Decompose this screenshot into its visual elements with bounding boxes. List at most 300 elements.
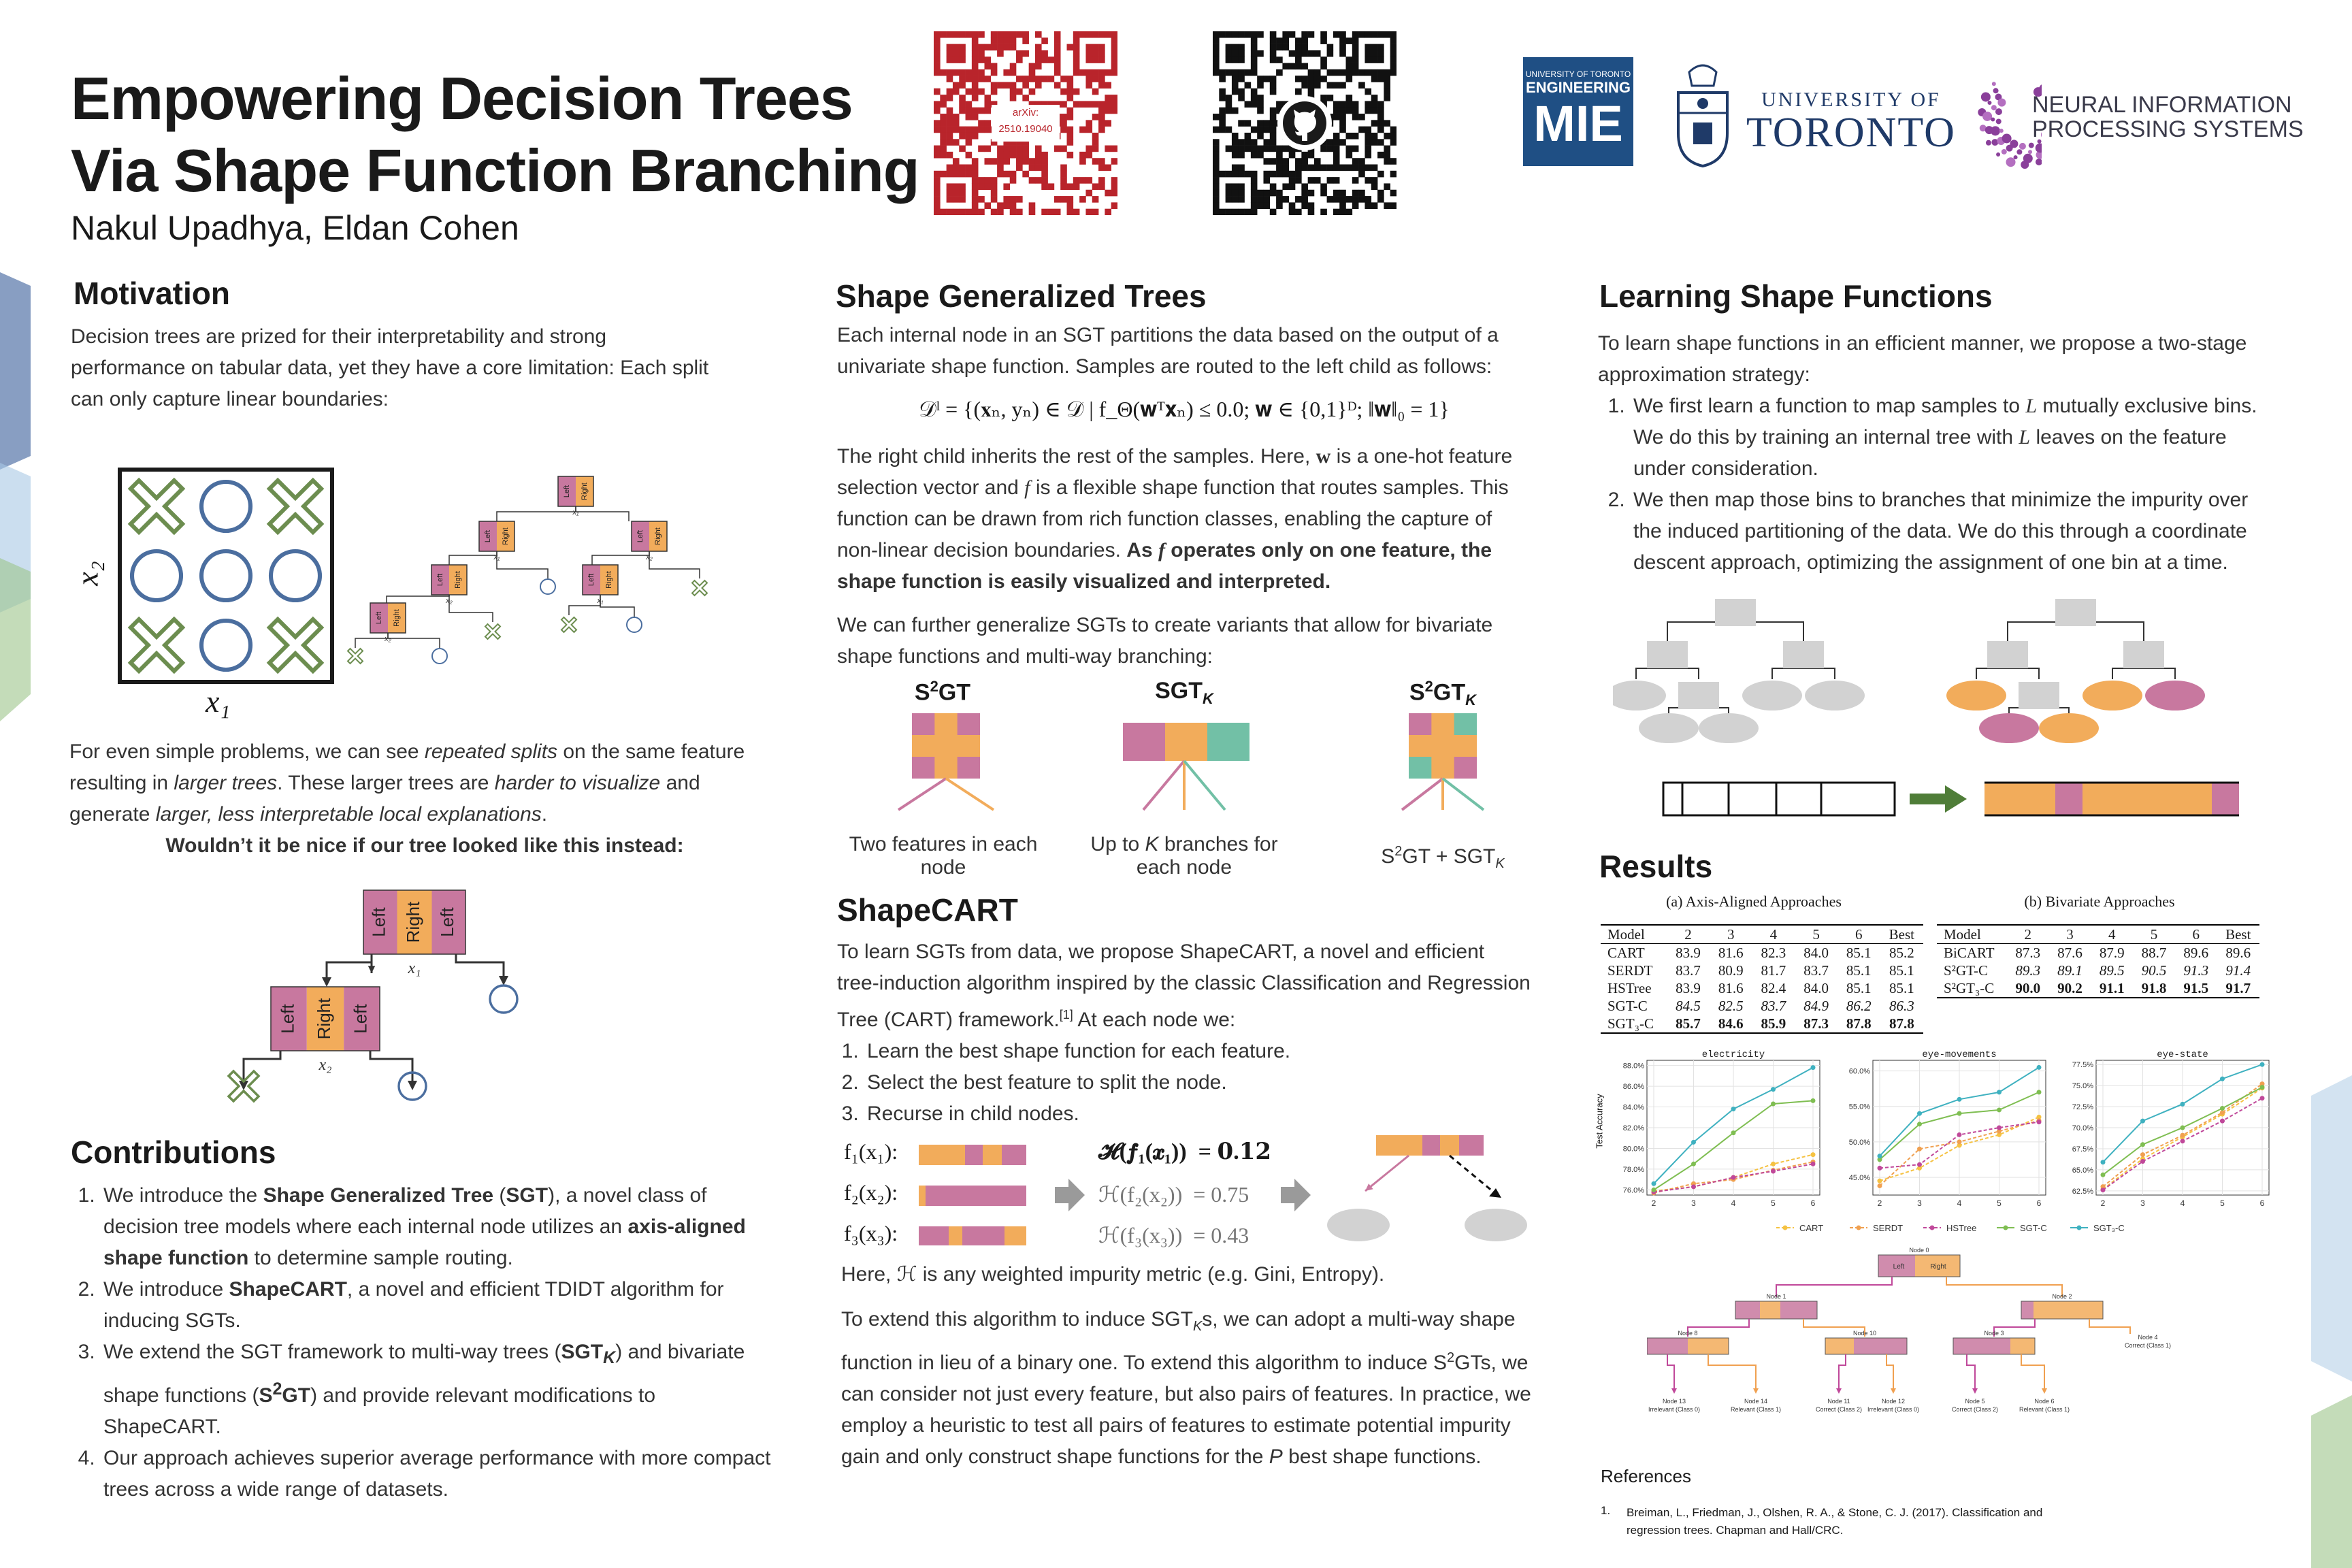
- qr-module: [1010, 146, 1017, 152]
- table-cell: 84.6: [1710, 1015, 1752, 1033]
- qr-module: [1016, 196, 1023, 203]
- qr-module: [1346, 95, 1353, 101]
- chart-xtick-label: 4: [2180, 1198, 2185, 1208]
- qr-module: [940, 114, 947, 120]
- internal-tree: [1613, 599, 1865, 743]
- sgt-p2-c: is a flexible shape function that routes samples. This function can be drawn from rich function classes, enabling the capture of non-linear decision boundaries.: [837, 476, 1509, 561]
- c3-h: ) and provide relevant modifications to ShapeCART.: [103, 1384, 656, 1438]
- tree-leaf: [1699, 713, 1759, 743]
- qr-module: [1320, 183, 1327, 190]
- qr-module: [1092, 88, 1099, 95]
- shape-fn-segment: [965, 1145, 983, 1165]
- qr-module: [1003, 183, 1010, 190]
- qr-module: [1346, 209, 1353, 215]
- large-tree-figure: [340, 470, 721, 674]
- qr-module: [1365, 108, 1371, 114]
- qr-module: [972, 158, 979, 165]
- shape-fn-2-bar: [919, 1186, 1026, 1206]
- qr-module: [1327, 165, 1334, 172]
- neurips-dot: [2016, 149, 2022, 154]
- qr-module: [1111, 146, 1117, 152]
- qr-module: [1060, 196, 1067, 203]
- shape-fn-segment: [949, 1226, 962, 1245]
- qr-module: [1238, 183, 1245, 190]
- qr-module: [1213, 158, 1220, 165]
- tree-edge: [649, 551, 700, 578]
- sc-p2-2: 2: [1447, 1350, 1455, 1365]
- chart-xtick-label: 2: [1651, 1198, 1656, 1208]
- qr-module: [1371, 56, 1378, 63]
- qr-module: [1219, 88, 1226, 95]
- qr-module: [1098, 114, 1105, 120]
- qr-module: [1111, 108, 1117, 114]
- qr-module: [1079, 196, 1086, 203]
- qr-module: [1213, 177, 1220, 184]
- qr-module: [940, 133, 947, 140]
- neurips-dot: [1991, 117, 1995, 121]
- variant-branch: [1443, 779, 1484, 810]
- qr-module: [1358, 190, 1365, 197]
- sgt-p2-a: The right child inherits the rest of the samples. Here,: [837, 445, 1316, 468]
- qr-module: [1098, 165, 1105, 172]
- qr-module: [1320, 76, 1327, 82]
- grid-axis-y: x₂: [69, 561, 105, 586]
- tree-circle-icon: [432, 649, 447, 664]
- qr-module: [1105, 146, 1111, 152]
- tree-feature-label: x₁: [572, 508, 579, 517]
- table-header-cell: Model: [1937, 925, 2007, 944]
- c3-c: K: [603, 1348, 616, 1367]
- qr-module: [1257, 127, 1264, 133]
- qr-module: [1010, 88, 1017, 95]
- ex-edge: [1946, 1277, 2062, 1297]
- node-label: Right: [604, 571, 613, 589]
- qr-module: [978, 209, 985, 215]
- qr-module: [966, 101, 973, 108]
- sgt-p2-d: As: [1126, 539, 1158, 561]
- table-cell: 89.3: [2015, 962, 2041, 979]
- qr-module: [1270, 108, 1277, 114]
- qr-module: [1035, 152, 1042, 159]
- qr-module: [1295, 56, 1302, 63]
- qr-module: [1339, 44, 1346, 51]
- chart-ytick-label: 65.0%: [2072, 1166, 2093, 1175]
- qr-module: [1098, 101, 1105, 108]
- qr-module: [1384, 152, 1390, 159]
- series-point: [1771, 1101, 1776, 1106]
- qr-module: [1390, 202, 1396, 209]
- series-point: [2140, 1152, 2145, 1157]
- qr-module: [1270, 44, 1277, 51]
- uoft-line-2: TORONTO: [1746, 110, 1956, 156]
- tree-edge: [600, 595, 634, 617]
- compact-edge-left: [327, 954, 372, 979]
- chart-ytick-label: 50.0%: [1848, 1138, 1870, 1147]
- github-qr-code[interactable]: [1213, 31, 1396, 215]
- legend-marker: [1930, 1226, 1935, 1230]
- node-label: Right: [402, 901, 423, 943]
- table-header-cell: 5: [1795, 925, 1838, 944]
- qr-module: [934, 209, 941, 215]
- table-header-cell: 6: [2175, 925, 2217, 944]
- qr-module: [1327, 177, 1334, 184]
- compact-edge-right-head: [499, 976, 508, 985]
- series-point: [2037, 1120, 2042, 1124]
- series-point: [1811, 1098, 1816, 1103]
- tree-edge: [569, 595, 600, 615]
- tree-leaf: [2039, 713, 2099, 743]
- qr-module: [1390, 69, 1396, 76]
- qr-module: [1098, 127, 1105, 133]
- qr-module: [1245, 31, 1252, 38]
- qr-module: [1226, 50, 1232, 57]
- qr-module: [1029, 177, 1036, 184]
- bin-segment: [2082, 783, 2212, 815]
- qr-module: [1295, 165, 1302, 172]
- variant-s2gt-title: [878, 678, 1007, 706]
- qr-module: [1282, 196, 1289, 203]
- qr-module: [1377, 114, 1384, 120]
- qr-module: [1073, 56, 1080, 63]
- qr-module: [1352, 37, 1359, 44]
- sc-p1-ref[interactable]: [1]: [1059, 1008, 1073, 1022]
- qr-module: [1371, 183, 1378, 190]
- neurips-dot: [1991, 126, 2000, 135]
- qr-module: [947, 56, 953, 63]
- qr-module: [1263, 196, 1270, 203]
- qr-module: [1365, 139, 1371, 146]
- qr-module: [1016, 209, 1023, 215]
- qr-module: [1060, 101, 1067, 108]
- qr-module: [1390, 171, 1396, 178]
- sc-p2-k: K: [1192, 1319, 1203, 1334]
- chart-title: eye-state: [2157, 1049, 2208, 1060]
- bin-segment: [2212, 783, 2239, 815]
- qr-module: [947, 95, 953, 101]
- table-cell: 85.1: [1889, 962, 1914, 979]
- node-label: Left: [437, 907, 458, 937]
- qr-module: [1251, 146, 1258, 152]
- table-cell: 85.1: [1846, 962, 1872, 979]
- table-b-caption: (b) Bivariate Approaches: [2024, 893, 2175, 910]
- qr-module: [1213, 209, 1220, 215]
- qr-module: [1371, 165, 1378, 172]
- ex-node-segment: [2021, 1301, 2034, 1319]
- qr-module: [978, 50, 985, 57]
- qr-module: [940, 31, 947, 38]
- qr-module: [1371, 44, 1378, 51]
- qr-module: [1339, 50, 1346, 57]
- qr-module: [959, 56, 966, 63]
- qr-module: [1327, 69, 1334, 76]
- qr-module: [1092, 183, 1099, 190]
- qr-module: [947, 152, 953, 159]
- qr-module: [1098, 183, 1105, 190]
- qr-module: [966, 114, 973, 120]
- variant-cell: [958, 757, 980, 779]
- qr-module: [1067, 127, 1074, 133]
- qr-module: [1060, 120, 1067, 127]
- qr-module: [1339, 202, 1346, 209]
- qr-module: [1219, 69, 1226, 76]
- series-point: [2220, 1077, 2225, 1081]
- table-row: [1937, 944, 2259, 962]
- qr-module: [1226, 127, 1232, 133]
- table-cell: 81.6: [1718, 945, 1744, 961]
- qr-module: [934, 69, 941, 76]
- qr-module: [1016, 152, 1023, 159]
- qr-module: [1365, 196, 1371, 203]
- chart-title: electricity: [1701, 1049, 1765, 1060]
- chart-legend: [1769, 1220, 2151, 1236]
- qr-module: [1041, 165, 1048, 172]
- qr-module: [959, 95, 966, 101]
- neurips-dot: [2023, 154, 2033, 163]
- qr-module: [966, 152, 973, 159]
- qr-module: [1333, 133, 1340, 140]
- qr-module: [1276, 152, 1283, 159]
- example-tree-figure: [1647, 1245, 2191, 1463]
- qr-module: [978, 31, 985, 38]
- qr-module: [947, 69, 953, 76]
- qr-module: [991, 183, 998, 190]
- qr-module: [1238, 196, 1245, 203]
- qr-module: [1010, 37, 1017, 44]
- qr-module: [1371, 108, 1378, 114]
- table-cell: 89.6: [2225, 945, 2251, 961]
- qr-module: [972, 56, 979, 63]
- qr-module: [953, 56, 960, 63]
- qr-module: [978, 120, 985, 127]
- qr-module: [978, 108, 985, 114]
- qr-module: [1067, 108, 1074, 114]
- table-row: [1601, 962, 1923, 979]
- arxiv-qr-code[interactable]: [934, 31, 1117, 215]
- qr-module: [1314, 69, 1321, 76]
- qr-module: [1085, 120, 1092, 127]
- legend-marker: [1857, 1226, 1861, 1230]
- qr-module: [940, 171, 947, 178]
- qr-module: [966, 69, 973, 76]
- c1-f: axis-aligned shape function: [103, 1215, 746, 1269]
- ex-leaf-label: Irrelevant (Class 0): [1867, 1406, 1920, 1413]
- qr-module: [1226, 31, 1232, 38]
- series-point: [2037, 1090, 2042, 1094]
- qr-module: [1390, 56, 1396, 63]
- neurips-dot: [2036, 143, 2042, 152]
- qr-module: [1079, 101, 1086, 108]
- qr-module: [1054, 44, 1061, 51]
- qr-module: [1111, 50, 1117, 57]
- qr-module: [1352, 69, 1359, 76]
- qr-module: [1213, 196, 1220, 203]
- qr-module: [1003, 146, 1010, 152]
- qr-module: [1346, 146, 1353, 152]
- qr-module: [1339, 127, 1346, 133]
- qr-module: [1245, 120, 1252, 127]
- table-cell: 83.7: [1803, 962, 1829, 979]
- tree-leaf: [1742, 681, 1802, 710]
- neurips-dot: [1997, 99, 2006, 107]
- qr-module: [940, 139, 947, 146]
- qr-module: [972, 76, 979, 82]
- grid-cross-icon: [270, 619, 321, 671]
- table-header-cell: 4: [1752, 925, 1795, 944]
- qr-module: [959, 171, 966, 178]
- qr-module: [959, 146, 966, 152]
- qr-module: [1238, 69, 1245, 76]
- qr-module: [959, 190, 966, 197]
- ex-node-10: [1825, 1338, 1907, 1354]
- qr-module: [1390, 44, 1396, 51]
- qr-module: [1377, 120, 1384, 127]
- qr-module: [1257, 108, 1264, 114]
- tree-edge: [592, 551, 649, 565]
- qr-module: [978, 44, 985, 51]
- big-tree-node-c: [431, 565, 467, 595]
- qr-module: [959, 196, 966, 203]
- table-cell: 90.5: [2141, 962, 2167, 979]
- legend-marker: [2077, 1226, 2082, 1230]
- neurips-dot: [1987, 101, 1991, 105]
- qr-module: [1016, 76, 1023, 82]
- qr-module: [1213, 171, 1220, 178]
- ls1-L2: L: [2019, 426, 2031, 448]
- qr-module: [1282, 37, 1289, 44]
- node-label: Left: [587, 573, 595, 587]
- arxiv-qr-label: [992, 105, 1060, 142]
- table-cell: 89.6: [2183, 945, 2209, 961]
- qr-module: [1314, 158, 1321, 165]
- table-cell: 85.1: [1846, 945, 1872, 961]
- table-cell: 80.9: [1718, 962, 1744, 979]
- sc-p2-d: best shape functions.: [1282, 1446, 1482, 1468]
- qr-module: [978, 146, 985, 152]
- grid-axis-x: x₁: [206, 684, 231, 719]
- qr-module: [1377, 76, 1384, 82]
- neurips-line-2: PROCESSING SYSTEMS: [2032, 116, 2304, 142]
- qr-module: [1010, 63, 1017, 70]
- qr-module: [1257, 50, 1264, 57]
- v1-a: S: [914, 679, 930, 706]
- here-h: ℋ: [896, 1263, 917, 1286]
- qr-module: [1111, 56, 1117, 63]
- qr-module: [1092, 76, 1099, 82]
- qr-module: [997, 50, 1004, 57]
- table-header-cell: Best: [1880, 925, 1923, 944]
- qr-module: [1213, 63, 1220, 70]
- qr-module: [1346, 165, 1353, 172]
- series-point: [2180, 1126, 2185, 1130]
- series-point: [1957, 1132, 1962, 1137]
- qr-module: [997, 171, 1004, 178]
- ex-edge: [1776, 1277, 1892, 1297]
- qr-module: [1346, 152, 1353, 159]
- qr-module: [1232, 88, 1239, 95]
- qr-module: [1251, 190, 1258, 197]
- qr-module: [1054, 209, 1061, 215]
- qr-module: [1022, 82, 1029, 88]
- table-row: [1601, 944, 1923, 962]
- qr-module: [1371, 177, 1378, 184]
- ex-node-label: Correct (Class 1): [2124, 1342, 2172, 1349]
- v3-cap-a: S: [1381, 845, 1395, 868]
- qr-module: [1085, 146, 1092, 152]
- qr-module: [1073, 88, 1080, 95]
- qr-module: [1016, 56, 1023, 63]
- chart-ytick-label: 45.0%: [1848, 1173, 1870, 1182]
- table-row: [1937, 979, 2259, 998]
- qr-module: [1270, 158, 1277, 165]
- qr-module: [1270, 31, 1277, 38]
- qr-module: [1010, 95, 1017, 101]
- compact-edge-cr: [370, 1051, 412, 1082]
- variant-cell: [1207, 723, 1250, 761]
- cart-edge-right-head: [1489, 1188, 1501, 1198]
- qr-module: [1289, 63, 1296, 70]
- table-cell: 88.7: [2141, 945, 2167, 961]
- c3-g: GT: [282, 1384, 311, 1407]
- table-cell: 86.3: [1889, 998, 1914, 1014]
- qr-module: [1010, 69, 1017, 76]
- table-header-cell: 6: [1838, 925, 1880, 944]
- qr-module: [1308, 31, 1315, 38]
- qr-module: [1022, 50, 1029, 57]
- node-label: Left: [636, 529, 644, 543]
- qr-module: [1219, 76, 1226, 82]
- qr-module: [972, 88, 979, 95]
- qr-module: [1085, 152, 1092, 159]
- qr-module: [1276, 190, 1283, 197]
- compact-edge-cr-head: [408, 1081, 417, 1090]
- qr-module: [1016, 146, 1023, 152]
- qr-module: [1213, 146, 1220, 152]
- qr-module: [934, 101, 941, 108]
- series-point: [2180, 1133, 2185, 1138]
- qr-module: [1377, 171, 1384, 178]
- table-header-cell: Model: [1601, 925, 1667, 944]
- qr-module: [1035, 82, 1042, 88]
- series-point: [1691, 1184, 1696, 1189]
- qr-module: [1041, 177, 1048, 184]
- qr-module: [1263, 171, 1270, 178]
- c1-e: ), a novel class of decision tree models where each internal node utilizes an: [103, 1184, 707, 1238]
- qr-module: [959, 31, 966, 38]
- qr-module: [1073, 63, 1080, 70]
- qr-module: [991, 158, 998, 165]
- qr-module: [1238, 165, 1245, 172]
- shape-fn-segment: [962, 1226, 1004, 1245]
- tree-node: [1987, 641, 2028, 668]
- node-label: Right: [392, 609, 401, 627]
- series-point: [1811, 1162, 1816, 1166]
- cart-child-right: [1465, 1209, 1527, 1241]
- table-cell: 87.6: [2057, 945, 2082, 961]
- qr-module: [984, 202, 991, 209]
- ex-leaf-label: Correct (Class 2): [1951, 1406, 1999, 1413]
- table-cell: 91.3: [2183, 962, 2209, 979]
- qr-module: [1111, 101, 1117, 108]
- qr-module: [1276, 69, 1283, 76]
- neurips-dot: [2029, 143, 2034, 148]
- tree-node: [1647, 641, 1688, 668]
- qr-module: [1213, 139, 1220, 146]
- shape-fn-segment: [1422, 1135, 1440, 1156]
- table-cell: 84.9: [1803, 998, 1829, 1014]
- qr-module: [1067, 209, 1074, 215]
- qr-module: [1365, 50, 1371, 57]
- qr-module: [1098, 44, 1105, 51]
